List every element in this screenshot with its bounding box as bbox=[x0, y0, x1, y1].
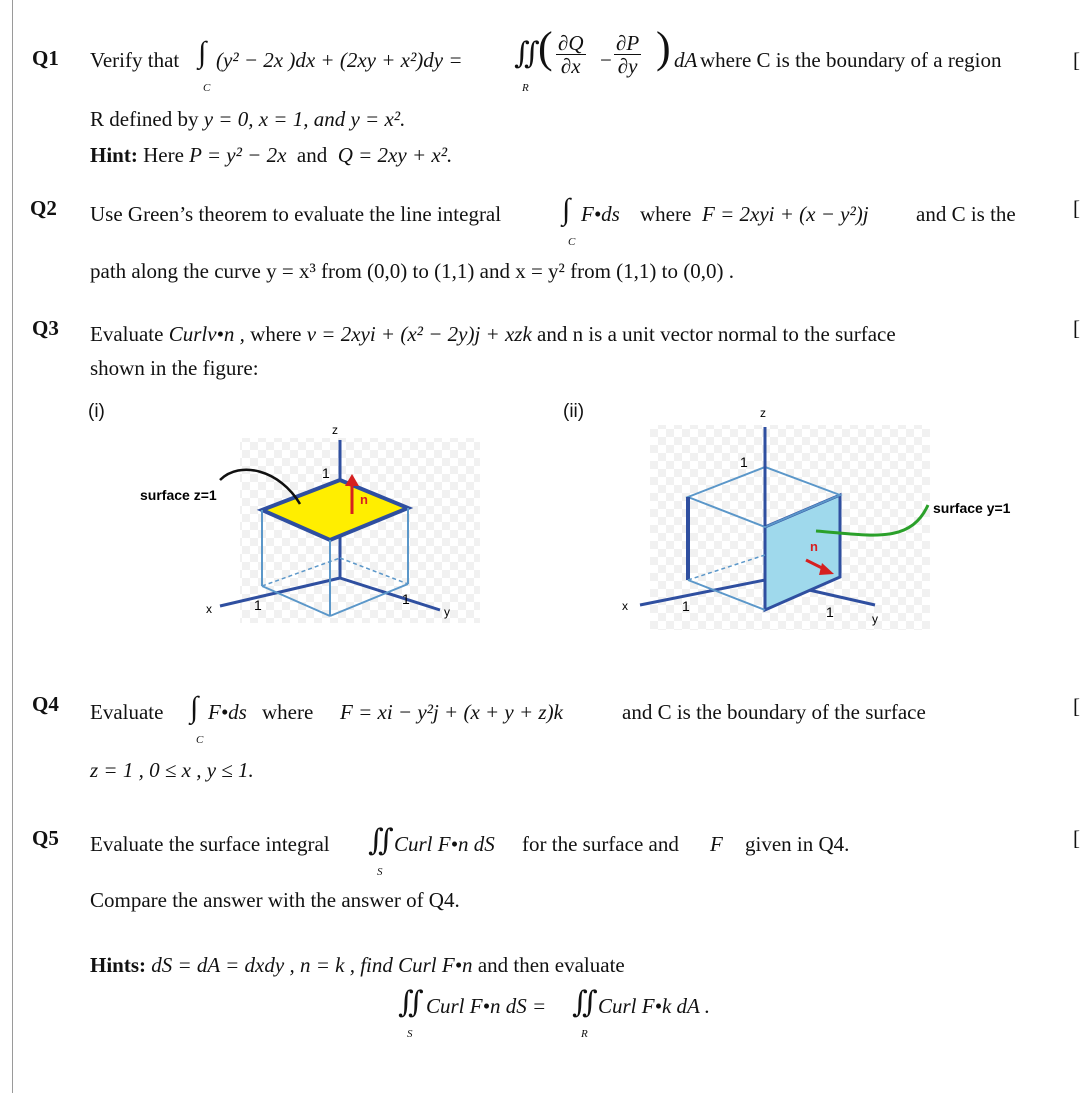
q5-final-left: Curl F•n dS = bbox=[426, 994, 547, 1018]
q2-where: where bbox=[640, 202, 692, 226]
q1-verify: Verify that bbox=[90, 48, 180, 72]
q5-final-sub-s: S bbox=[407, 1028, 413, 1040]
fig1-surface-label: surface z=1 bbox=[140, 487, 217, 503]
q1-hint-p: P = y² − 2x bbox=[189, 143, 287, 167]
q2-tail: and C is the bbox=[916, 202, 1016, 226]
q1-double-integral: ∬ bbox=[514, 37, 540, 70]
q5-hints bbox=[90, 953, 625, 978]
q1-hint-q: Q = 2xy + x². bbox=[337, 143, 453, 167]
fig1-normal-label: n bbox=[360, 492, 368, 507]
q3-number: Q3 bbox=[32, 316, 59, 340]
q4-field: F = xi − y²j + (x + y + z)k bbox=[340, 700, 563, 724]
q2-line1 bbox=[90, 193, 1016, 252]
q4-line1 bbox=[90, 691, 926, 750]
fig2-axis-y-label: y bbox=[872, 612, 878, 626]
fig2-tick-y: 1 bbox=[826, 604, 834, 620]
q1-line2 bbox=[90, 107, 405, 132]
q1-dp: ∂P bbox=[616, 31, 640, 55]
q3-expr: Curlv•n , bbox=[168, 322, 245, 346]
q5-for: for the surface and bbox=[522, 832, 679, 856]
q2-line2: path along the curve y = x³ from (0,0) to (1,1) and x = y² from (1,1) to (0,0) . bbox=[90, 259, 734, 283]
q5-hints-expr: Curl F•n bbox=[398, 953, 473, 977]
q1-da: dA bbox=[674, 48, 698, 72]
q4-number: Q4 bbox=[32, 692, 59, 716]
q2-cutoff: [ bbox=[1073, 196, 1080, 220]
q1-sub-r: R bbox=[522, 82, 529, 94]
q5-number: Q5 bbox=[32, 826, 59, 850]
q5-cutoff: [ bbox=[1073, 826, 1080, 850]
q5-sub-s: S bbox=[377, 866, 383, 878]
q3-line1 bbox=[90, 322, 896, 347]
q5-line1 bbox=[90, 824, 850, 882]
q3-where: where bbox=[250, 322, 302, 346]
q5-final-integral-s: ∬ bbox=[398, 986, 424, 1019]
fig1-tick-z: 1 bbox=[322, 465, 330, 481]
q1-frac-p bbox=[614, 32, 641, 77]
q4-sub-c: C bbox=[196, 734, 204, 746]
q3-line2: shown in the figure: bbox=[90, 356, 259, 380]
fig2-label: (ii) bbox=[563, 401, 585, 422]
q1-hint-here: Here bbox=[143, 143, 184, 167]
page-left-border bbox=[12, 0, 13, 1093]
q1-integrand: (y² − 2x )dx + (2xy + x²)dy = bbox=[216, 48, 463, 72]
q5-hints-label: Hints: bbox=[90, 953, 147, 977]
q5-final-right: Curl F•k dA . bbox=[598, 994, 710, 1018]
fig2-normal-label: n bbox=[810, 539, 818, 554]
q1-minus: − bbox=[600, 48, 612, 72]
q1-number: Q1 bbox=[32, 46, 59, 70]
q2-text1: Use Green’s theorem to evaluate the line integral bbox=[90, 202, 502, 226]
q2-integral-sign: ∫ bbox=[562, 193, 571, 226]
q1-sub-c: C bbox=[203, 82, 211, 94]
q5-final-integral-r: ∬ bbox=[572, 986, 598, 1019]
q4-integral-sign: ∫ bbox=[190, 691, 199, 724]
q4-where: where bbox=[262, 700, 314, 724]
q1-where: where C is the boundary of a region bbox=[700, 48, 1002, 72]
q5-hints-text: dS = dA = dxdy , n = k , find bbox=[151, 953, 393, 977]
fig2-tick-x: 1 bbox=[682, 598, 690, 614]
figure-surface-y1 bbox=[610, 405, 1040, 630]
fig1-tick-x: 1 bbox=[254, 597, 262, 613]
q2-sub-c: C bbox=[568, 236, 576, 248]
figure-surface-z1 bbox=[130, 418, 490, 623]
q1-hint-and: and bbox=[296, 143, 328, 167]
q1-hint bbox=[90, 143, 452, 168]
q5-hints-tail: and then evaluate bbox=[477, 953, 625, 977]
fig2-tick-z: 1 bbox=[740, 454, 748, 470]
q1-hint-label: Hint: bbox=[90, 143, 138, 167]
q5-f: F bbox=[710, 832, 723, 856]
q3-field: v = 2xyi + (x² − 2y)j + xzk bbox=[306, 322, 532, 346]
q3-cutoff: [ bbox=[1073, 316, 1080, 340]
q2-integrand: F•ds bbox=[581, 202, 620, 226]
q5-final-sub-r: R bbox=[581, 1028, 588, 1040]
q1-dy: ∂y bbox=[617, 54, 638, 79]
fig1-checker-background bbox=[240, 438, 480, 623]
fig1-tick-y: 1 bbox=[402, 591, 410, 607]
q5-given: given in Q4. bbox=[745, 832, 850, 856]
q3-tail: and n is a unit vector normal to the surface bbox=[537, 322, 896, 346]
q1-integral-sign: ∫ bbox=[198, 36, 207, 69]
q4-integrand: F•ds bbox=[208, 700, 247, 724]
q5-line2: Compare the answer with the answer of Q4. bbox=[90, 888, 460, 912]
fig1-axis-x-label: x bbox=[206, 602, 212, 616]
q1-line2-prefix: R defined by bbox=[90, 107, 199, 131]
fig1-label: (i) bbox=[88, 401, 105, 422]
q1-dq: ∂Q bbox=[558, 31, 584, 55]
q4-cutoff: [ bbox=[1073, 694, 1080, 718]
q1-frac-q bbox=[556, 32, 586, 77]
q2-number: Q2 bbox=[30, 196, 57, 220]
q1-line2-math: y = 0, x = 1, and y = x². bbox=[203, 107, 406, 131]
q1-paren-open: ( bbox=[538, 23, 553, 72]
fig2-surface-label: surface y=1 bbox=[933, 500, 1011, 516]
q5-double-integral: ∬ bbox=[368, 824, 394, 857]
fig1-axis-y-label: y bbox=[444, 605, 450, 619]
q1-dx: ∂x bbox=[560, 54, 581, 79]
fig2-axis-x-label: x bbox=[622, 599, 628, 613]
q5-integrand: Curl F•n dS bbox=[394, 832, 495, 856]
fig1-axis-z-label: z bbox=[332, 423, 338, 437]
q4-tail: and C is the boundary of the surface bbox=[622, 700, 926, 724]
q1-cutoff: [ bbox=[1073, 48, 1080, 72]
q3-text1: Evaluate bbox=[90, 322, 164, 346]
fig2-axis-z-label: z bbox=[760, 406, 766, 420]
q5-text1: Evaluate the surface integral bbox=[90, 832, 330, 856]
q2-field: F = 2xyi + (x − y²)j bbox=[702, 202, 869, 226]
q4-text1: Evaluate bbox=[90, 700, 164, 724]
q1-paren-close: ) bbox=[656, 23, 671, 72]
q4-line2: z = 1 , 0 ≤ x , y ≤ 1. bbox=[90, 758, 254, 782]
